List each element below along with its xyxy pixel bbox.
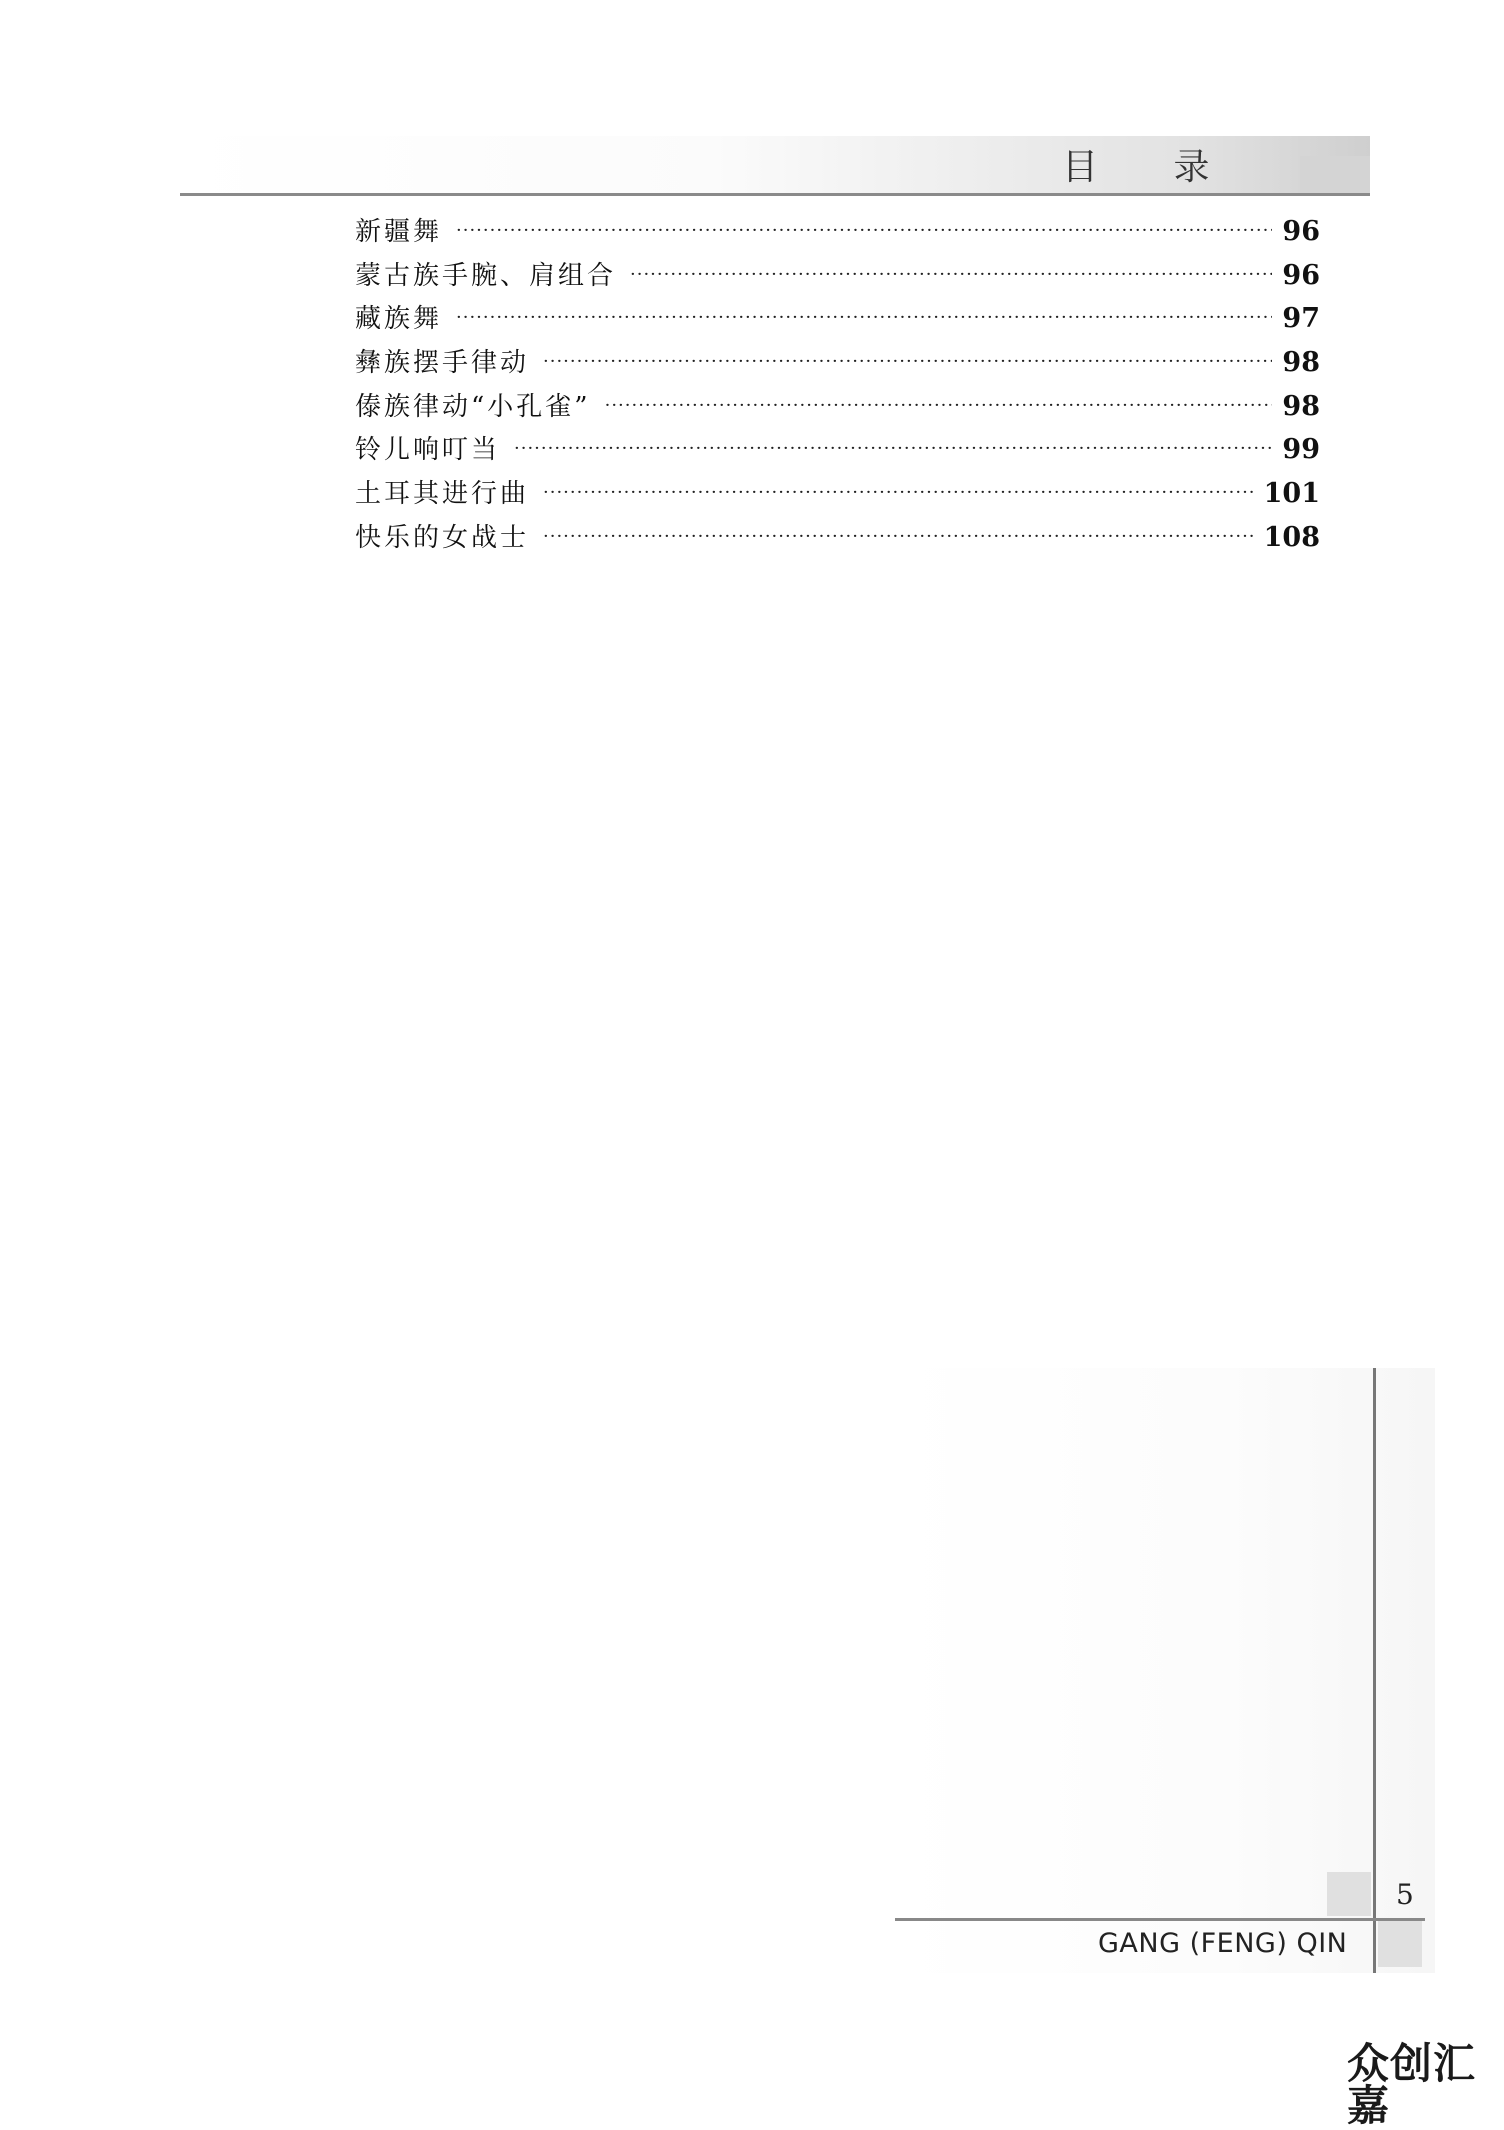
- footer-accent-square: [1327, 1872, 1371, 1916]
- toc-leader-dots: [456, 209, 1272, 253]
- watermark-logo: 众创汇嘉: [1347, 2039, 1477, 2130]
- toc-entry-page: 96: [1282, 259, 1320, 291]
- header-accent-shape: [1300, 156, 1370, 193]
- toc-entry-page: 108: [1263, 521, 1320, 553]
- toc-entry-title: 快乐的女战士: [355, 522, 530, 553]
- toc-entry-page: 99: [1282, 434, 1320, 466]
- footer-divider: [895, 1918, 1425, 1921]
- toc-leader-dots: [514, 427, 1272, 471]
- toc-entry-title: 蒙古族手腕、肩组合: [355, 260, 617, 291]
- toc-entry[interactable]: [355, 428, 1320, 472]
- toc-leader-dots: [456, 296, 1272, 340]
- toc-entry[interactable]: [355, 341, 1320, 385]
- toc-entry-title: 傣族律动“小孔雀”: [355, 391, 591, 422]
- toc-entry-page: 97: [1282, 303, 1320, 335]
- page-number: 5: [1396, 1878, 1414, 1911]
- toc-leader-dots: [605, 384, 1273, 428]
- footer-accent-square: [1378, 1921, 1422, 1967]
- toc-entry-page: 101: [1263, 478, 1320, 510]
- page-title: 目 录: [1062, 147, 1242, 188]
- toc-entry[interactable]: [355, 254, 1320, 298]
- toc-leader-dots: [543, 340, 1272, 384]
- toc-entry[interactable]: [355, 385, 1320, 429]
- toc-entry-title: 铃儿响叮当: [355, 435, 501, 466]
- toc-entry-page: 98: [1282, 390, 1320, 422]
- toc-entry[interactable]: [355, 516, 1320, 560]
- table-of-contents: [355, 210, 1320, 560]
- toc-entry[interactable]: [355, 297, 1320, 341]
- toc-entry-page: 96: [1282, 216, 1320, 247]
- footer-caption: GANG (FENG) QIN: [1098, 1928, 1348, 1959]
- toc-entry[interactable]: [355, 472, 1320, 516]
- toc-entry-title: 藏族舞: [355, 304, 443, 335]
- header-divider: [180, 193, 1370, 196]
- toc-entry-page: 98: [1282, 347, 1320, 379]
- toc-entry-title: 彝族摆手律动: [355, 348, 530, 379]
- toc-entry-title: 新疆舞: [355, 217, 443, 247]
- toc-leader-dots: [543, 471, 1254, 515]
- toc-leader-dots: [543, 515, 1254, 559]
- toc-entry[interactable]: [355, 210, 1320, 254]
- toc-entry-title: 土耳其进行曲: [355, 479, 530, 510]
- footer-vertical-rule: [1373, 1368, 1376, 1973]
- toc-leader-dots: [630, 253, 1272, 297]
